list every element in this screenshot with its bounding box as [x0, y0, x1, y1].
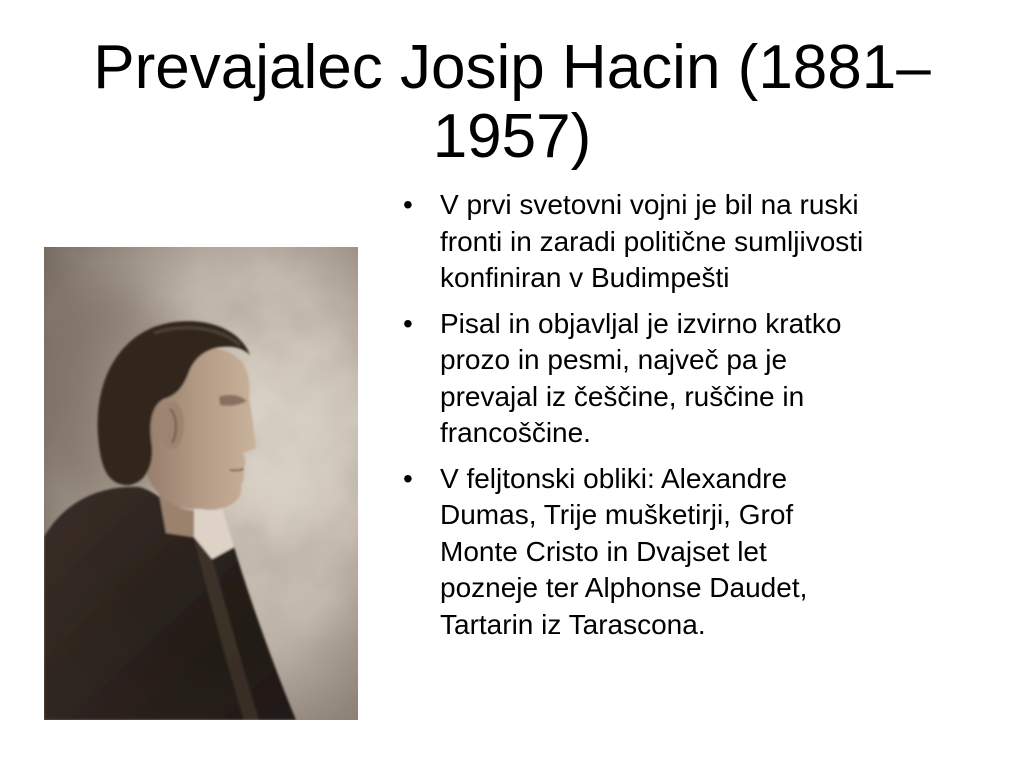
bullet-item — [400, 461, 1000, 644]
slide-title-line: 1957) — [432, 102, 592, 171]
slide-title — [0, 33, 1024, 171]
bullet-item — [400, 306, 1000, 452]
bullet-line: V feljtonski obliki: Alexandre — [440, 462, 788, 494]
bullet-line: pozneje ter Alphonse Daudet, — [440, 572, 808, 603]
bullet-line: Tartarin iz Tarascona. — [440, 608, 706, 640]
portrait-photo — [44, 247, 358, 720]
slide-title-line: Prevajalec Josip Hacin (1881– — [93, 33, 931, 102]
bullet-line: V prvi svetovni vojni je bil na ruski — [440, 189, 859, 220]
bullet-list — [400, 187, 1000, 652]
bullet-dot-icon: • — [403, 462, 413, 494]
bullet-line: Dumas, Trije mušketirji, Grof — [440, 499, 794, 530]
bullet-item — [400, 187, 1000, 297]
bullet-line: konfiniran v Budimpešti — [440, 262, 730, 293]
bullet-dot-icon: • — [403, 307, 413, 339]
bullet-line: prevajal iz češčine, ruščine in — [440, 380, 805, 412]
bullet-line: prozo in pesmi, največ pa je — [440, 344, 788, 375]
bullet-line: Pisal in objavljal je izvirno kratko — [440, 307, 842, 339]
bullet-dot-icon: • — [403, 189, 413, 220]
bullet-line: fronti in zaradi politične sumljivosti — [440, 225, 864, 257]
bullet-line: francoščine. — [440, 417, 591, 448]
portrait-photo-image — [44, 247, 358, 720]
bullet-line: Monte Cristo in Dvajset let — [440, 535, 767, 567]
